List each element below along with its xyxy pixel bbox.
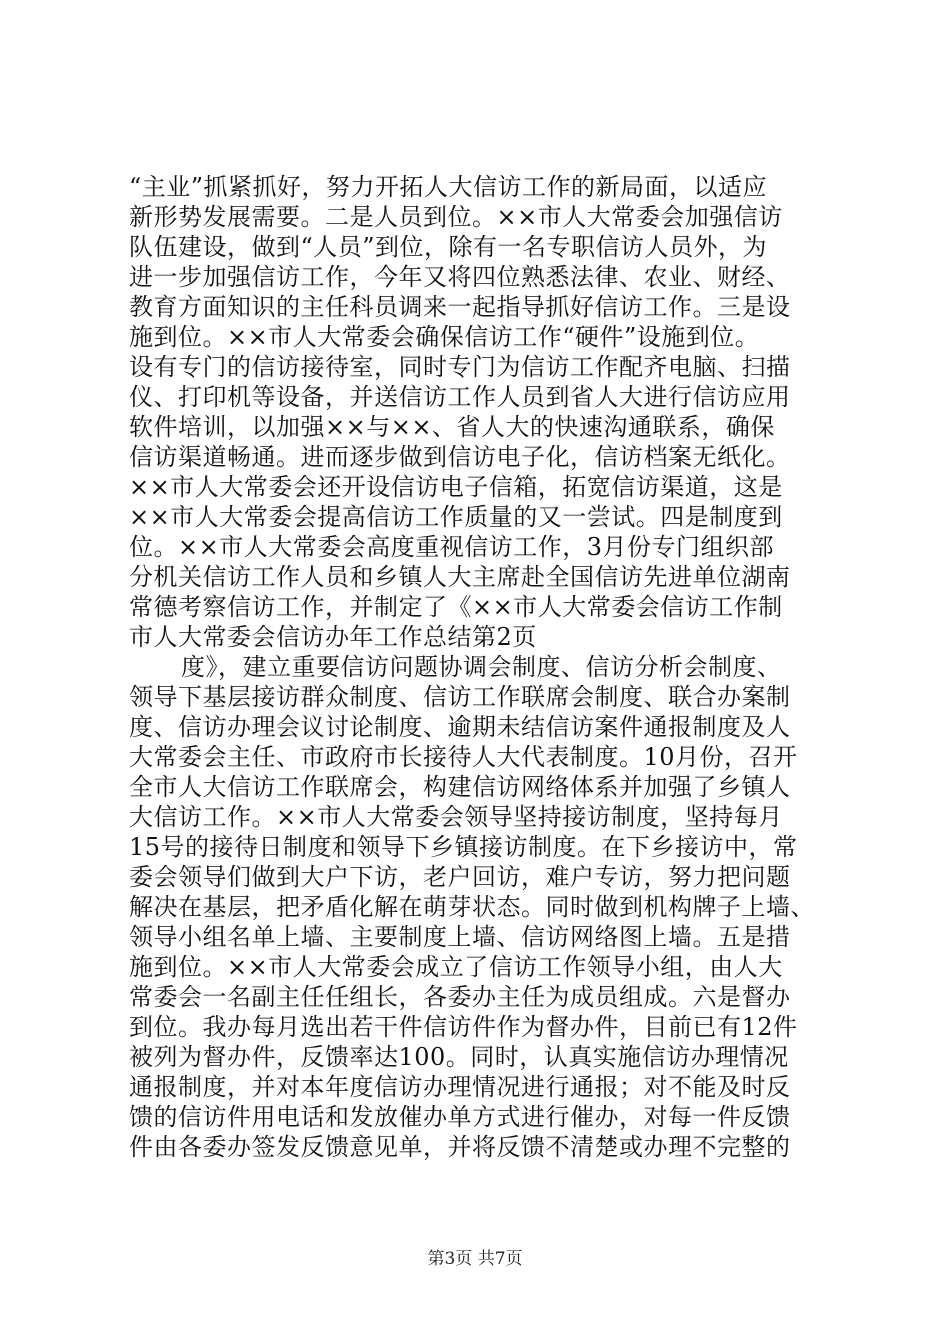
text-line: 大信访工作。××市人大常委会领导坚持接访制度，坚持每月 bbox=[129, 803, 783, 831]
text-line: 设有专门的信访接待室，同时专门为信访工作配齐电脑、扫描 bbox=[129, 353, 791, 381]
text-line: 委会领导们做到大户下访，老户回访，难户专访，努力把问题 bbox=[129, 863, 791, 891]
text-line: 分机关信访工作人员和乡镇人大主席赴全国信访先进单位湖南 bbox=[129, 563, 791, 591]
text-line: 全市人大信访工作联席会，构建信访网络体系并加强了乡镇人 bbox=[129, 773, 791, 801]
text-line: 施到位。××市人大常委会成立了信访工作领导小组，由人大 bbox=[129, 953, 783, 981]
text-line: ××市人大常委会提高信访工作质量的又一尝试。四是制度到 bbox=[129, 503, 783, 531]
text-line: 队伍建设，做到“人员”到位，除有一名专职信访人员外，为 bbox=[129, 233, 768, 261]
text-line: 进一步加强信访工作，今年又将四位熟悉法律、农业、财经、 bbox=[129, 263, 791, 291]
text-line: 15号的接待日制度和领导下乡镇接访制度。在下乡接访中，常 bbox=[129, 833, 798, 861]
text-line: 仪、打印机等设备，并送信访工作人员到省人大进行信访应用 bbox=[129, 383, 791, 411]
page-break-heading: 市人大常委会信访办年工作总结第2页 bbox=[129, 623, 537, 651]
text-line: 信访渠道畅通。进而逐步做到信访电子化，信访档案无纸化。 bbox=[129, 443, 791, 471]
text-line: 教育方面知识的主任科员调来一起指导抓好信访工作。三是设 bbox=[129, 293, 791, 321]
text-line: 解决在基层，把矛盾化解在萌芽状态。同时做到机构牌子上墙、 bbox=[129, 893, 815, 921]
text-line: 到位。我办每月选出若干件信访件作为督办件，目前已有12件 bbox=[129, 1013, 798, 1041]
text-line: 通报制度，并对本年度信访办理情况进行通报；对不能及时反 bbox=[129, 1073, 791, 1101]
text-line: 领导下基层接访群众制度、信访工作联席会制度、联合办案制 bbox=[129, 683, 791, 711]
document-body bbox=[129, 172, 829, 1162]
text-line: 馈的信访件用电话和发放催办单方式进行催办，对每一件反馈 bbox=[129, 1103, 791, 1131]
text-line: ××市人大常委会还开设信访电子信箱，拓宽信访渠道，这是 bbox=[129, 473, 783, 501]
text-line: 领导小组名单上墙、主要制度上墙、信访网络图上墙。五是措 bbox=[129, 923, 791, 951]
text-line: 件由各委办签发反馈意见单，并将反馈不清楚或办理不完整的 bbox=[129, 1133, 791, 1161]
text-line: 常委会一名副主任任组长，各委办主任为成员组成。六是督办 bbox=[129, 983, 791, 1011]
text-line: 被列为督办件，反馈率达100。同时，认真实施信访办理情况 bbox=[129, 1043, 789, 1071]
text-line: 度、信访办理会议讨论制度、逾期未结信访案件通报制度及人 bbox=[129, 713, 791, 741]
text-line: 常德考察信访工作，并制定了《××市人大常委会信访工作制 bbox=[129, 593, 783, 621]
text-line: 大常委会主任、市政府市长接待人大代表制度。10月份，召开 bbox=[129, 743, 798, 771]
text-line: “主业”抓紧抓好，努力开拓人大信访工作的新局面，以适应 bbox=[129, 173, 768, 201]
text-line: 新形势发展需要。二是人员到位。××市人大常委会加强信访 bbox=[129, 203, 783, 231]
page-footer: 第3页 共7页 bbox=[427, 1249, 523, 1269]
text-line: 度》，建立重要信访问题协调会制度、信访分析会制度、 bbox=[181, 653, 782, 681]
text-line: 软件培训，以加强××与××、省人大的快速沟通联系，确保 bbox=[129, 413, 775, 441]
text-line: 位。××市人大常委会高度重视信访工作，3月份专门组织部 bbox=[129, 533, 774, 561]
text-line: 施到位。××市人大常委会确保信访工作“硬件”设施到位。 bbox=[129, 323, 760, 351]
